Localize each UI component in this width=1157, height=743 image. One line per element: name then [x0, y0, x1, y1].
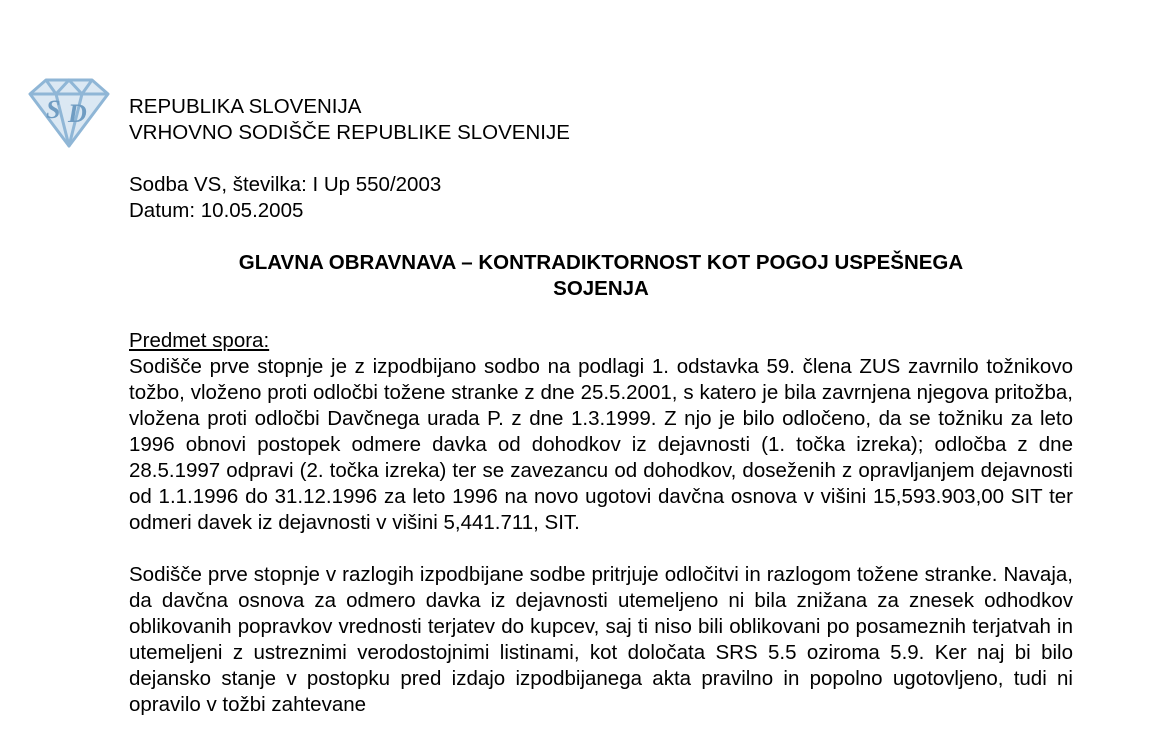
svg-text:D: D — [68, 99, 87, 128]
paragraph-2: Sodišče prve stopnje v razlogih izpodbijane sodbe pritrjuje odločitvi in razlogom tožene stranke. Navaja, da davčna osnova za odmero davka iz dejavnosti utemeljeno ni bila znižana za znesek odhodkov oblikovanih popravkov vrednosti terjatev do kupcev, saj ti niso bili oblikovani po posameznih terjatvah in utemeljeni z ustreznimi verodostojnimi listinami, kot določata SRS 5.5 oziroma 5.9. Ker naj bi bilo dejansko stanje v postopku pred izdajo izpodbijanega akta pravilno in popolno ugotovljeno, tudi ni opravilo v tožbi zahtevane — [129, 563, 1073, 716]
court-logo — [26, 76, 112, 150]
country-name: REPUBLIKA SLOVENIJA — [129, 95, 362, 118]
section-heading: Predmet spora: — [129, 329, 270, 352]
court-diamond-logo-icon — [26, 76, 112, 150]
document-title-line-1: GLAVNA OBRAVNAVA – KONTRADIKTORNOST KOT POGOJ USPEŠNEGA — [238, 251, 964, 274]
svg-text:S: S — [46, 95, 61, 124]
case-number: Sodba VS, številka: I Up 550/2003 — [129, 173, 442, 196]
paragraph-1: Sodišče prve stopnje je z izpodbijano sodbo na podlagi 1. odstavka 59. člena ZUS zavrnilo tožnikovo tožbo, vloženo proti odločbi tožene stranke z dne 25.5.2001, s katero je bila zavrnjena njegova pritožba, vložena proti odločbi Davčnega urada P. z dne 1.3.1999. Z njo je bilo odločeno, da se tožniku za leto 1996 obnovi postopek odmere davka od dohodkov iz dejavnosti (1. točka izreka); odločba z dne 28.5.1997 odpravi (2. točka izreka) ter se zavezancu od dohodkov, doseženih z opravljanjem dejavnosti od 1.1.1996 do 31.12.1996 za leto 1996 na novo ugotovi davčna osnova v višini 15,593.903,00 SIT ter odmeri davek iz dejavnosti v višini 5,441.711, SIT. — [129, 355, 1073, 534]
court-name: VRHOVNO SODIŠČE REPUBLIKE SLOVENIJE — [129, 121, 570, 144]
document-page — [129, 94, 1073, 718]
document-title-line-2: SOJENJA — [553, 277, 649, 300]
case-date: Datum: 10.05.2005 — [129, 199, 304, 222]
